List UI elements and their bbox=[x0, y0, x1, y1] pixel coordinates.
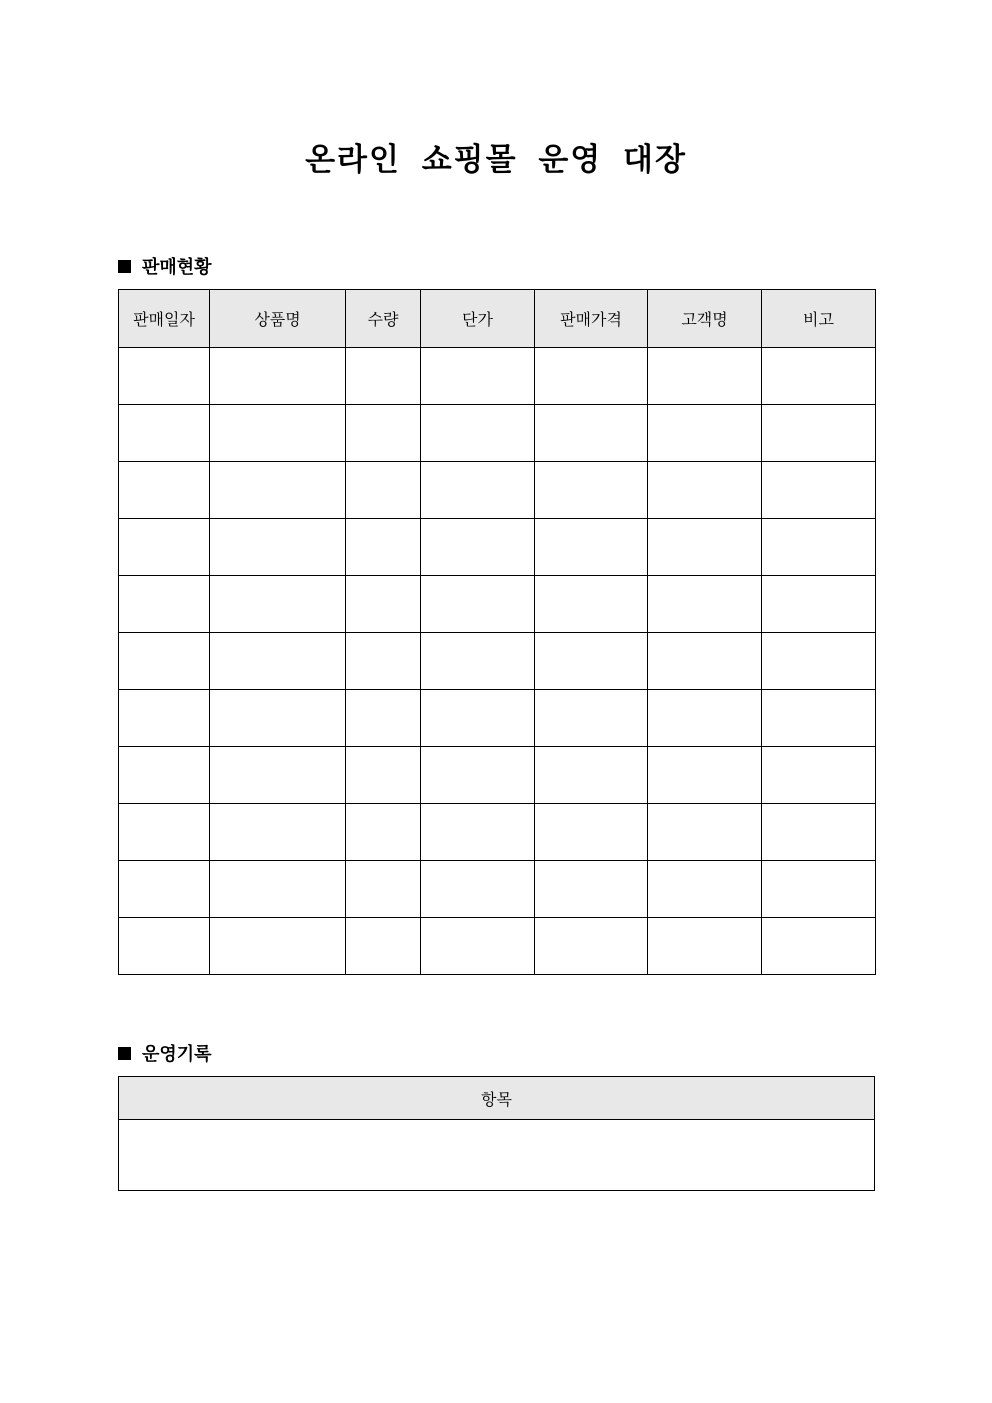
table-cell[interactable] bbox=[210, 918, 346, 975]
column-header-product-name: 상품명 bbox=[210, 290, 346, 348]
sales-table bbox=[118, 289, 876, 975]
table-cell[interactable] bbox=[762, 405, 876, 462]
table-cell[interactable] bbox=[119, 633, 210, 690]
table-cell[interactable] bbox=[535, 804, 648, 861]
table-cell[interactable] bbox=[210, 633, 346, 690]
table-cell[interactable] bbox=[210, 405, 346, 462]
operations-header-row bbox=[119, 1077, 875, 1120]
table-cell[interactable] bbox=[648, 861, 762, 918]
column-header-quantity: 수량 bbox=[346, 290, 421, 348]
table-cell[interactable] bbox=[119, 861, 210, 918]
table-cell[interactable] bbox=[648, 519, 762, 576]
table-cell[interactable] bbox=[648, 690, 762, 747]
table-cell[interactable] bbox=[210, 462, 346, 519]
table-cell[interactable] bbox=[762, 690, 876, 747]
table-cell[interactable] bbox=[535, 633, 648, 690]
table-row bbox=[119, 804, 876, 861]
table-cell[interactable] bbox=[210, 804, 346, 861]
table-cell[interactable] bbox=[346, 633, 421, 690]
table-cell[interactable] bbox=[648, 747, 762, 804]
operations-section-label: 운영기록 bbox=[142, 1044, 212, 1065]
table-cell[interactable] bbox=[421, 918, 535, 975]
table-cell[interactable] bbox=[421, 690, 535, 747]
table-cell[interactable] bbox=[421, 861, 535, 918]
table-cell[interactable] bbox=[421, 804, 535, 861]
table-cell[interactable] bbox=[421, 405, 535, 462]
table-row bbox=[119, 690, 876, 747]
table-cell[interactable] bbox=[421, 519, 535, 576]
page-title: 온라인 쇼핑몰 운영 대장 bbox=[305, 142, 687, 178]
table-cell[interactable] bbox=[762, 918, 876, 975]
table-row bbox=[119, 348, 876, 405]
table-cell[interactable] bbox=[762, 861, 876, 918]
table-cell[interactable] bbox=[535, 348, 648, 405]
table-cell[interactable] bbox=[762, 348, 876, 405]
table-cell[interactable] bbox=[119, 576, 210, 633]
table-cell[interactable] bbox=[346, 576, 421, 633]
table-cell[interactable] bbox=[119, 405, 210, 462]
column-header-customer-name: 고객명 bbox=[648, 290, 762, 348]
table-cell[interactable] bbox=[119, 348, 210, 405]
table-row bbox=[119, 405, 876, 462]
table-cell[interactable] bbox=[535, 405, 648, 462]
table-row bbox=[119, 576, 876, 633]
sales-section-heading bbox=[118, 253, 212, 279]
table-cell[interactable] bbox=[535, 519, 648, 576]
sales-section-label: 판매현황 bbox=[142, 257, 212, 278]
table-cell[interactable] bbox=[346, 690, 421, 747]
table-row bbox=[119, 918, 876, 975]
table-row bbox=[119, 462, 876, 519]
table-row bbox=[119, 861, 876, 918]
column-header-unit-price: 단가 bbox=[421, 290, 535, 348]
table-cell[interactable] bbox=[648, 804, 762, 861]
table-cell[interactable] bbox=[421, 633, 535, 690]
table-cell[interactable] bbox=[535, 576, 648, 633]
table-cell[interactable] bbox=[210, 519, 346, 576]
table-cell[interactable] bbox=[535, 918, 648, 975]
column-header-sale-date: 판매일자 bbox=[119, 290, 210, 348]
table-cell[interactable] bbox=[762, 519, 876, 576]
table-row bbox=[119, 519, 876, 576]
table-cell[interactable] bbox=[762, 462, 876, 519]
table-cell[interactable] bbox=[535, 462, 648, 519]
operations-table bbox=[118, 1076, 875, 1191]
table-cell[interactable] bbox=[421, 576, 535, 633]
table-cell[interactable] bbox=[648, 918, 762, 975]
table-cell[interactable] bbox=[346, 747, 421, 804]
table-cell[interactable] bbox=[346, 804, 421, 861]
table-cell[interactable] bbox=[535, 747, 648, 804]
column-header-item: 항목 bbox=[119, 1077, 875, 1120]
table-cell[interactable] bbox=[421, 348, 535, 405]
sales-header-row bbox=[119, 290, 876, 348]
table-cell[interactable] bbox=[119, 519, 210, 576]
table-cell[interactable] bbox=[119, 918, 210, 975]
table-cell[interactable] bbox=[119, 747, 210, 804]
table-cell[interactable] bbox=[210, 747, 346, 804]
table-cell[interactable] bbox=[210, 861, 346, 918]
table-cell[interactable] bbox=[119, 462, 210, 519]
table-cell[interactable] bbox=[346, 462, 421, 519]
table-cell[interactable] bbox=[346, 348, 421, 405]
table-cell[interactable] bbox=[648, 405, 762, 462]
table-cell[interactable] bbox=[648, 576, 762, 633]
table-row bbox=[119, 1120, 875, 1191]
table-cell[interactable] bbox=[648, 462, 762, 519]
table-cell[interactable] bbox=[762, 576, 876, 633]
table-cell[interactable] bbox=[762, 633, 876, 690]
column-header-remarks: 비고 bbox=[762, 290, 876, 348]
table-cell[interactable] bbox=[210, 576, 346, 633]
operations-item-cell[interactable] bbox=[119, 1120, 875, 1191]
table-cell[interactable] bbox=[346, 519, 421, 576]
table-cell[interactable] bbox=[648, 633, 762, 690]
table-cell[interactable] bbox=[119, 804, 210, 861]
table-cell[interactable] bbox=[210, 690, 346, 747]
table-cell[interactable] bbox=[421, 462, 535, 519]
table-row bbox=[119, 747, 876, 804]
table-cell[interactable] bbox=[762, 804, 876, 861]
table-cell[interactable] bbox=[346, 405, 421, 462]
table-cell[interactable] bbox=[119, 690, 210, 747]
table-row bbox=[119, 633, 876, 690]
table-cell[interactable] bbox=[210, 348, 346, 405]
table-cell[interactable] bbox=[762, 747, 876, 804]
table-cell[interactable] bbox=[421, 747, 535, 804]
table-cell[interactable] bbox=[346, 918, 421, 975]
square-bullet-icon bbox=[118, 260, 131, 273]
table-cell[interactable] bbox=[648, 348, 762, 405]
table-cell[interactable] bbox=[535, 861, 648, 918]
operations-section-heading bbox=[118, 1040, 212, 1066]
table-cell[interactable] bbox=[346, 861, 421, 918]
table-cell[interactable] bbox=[535, 690, 648, 747]
square-bullet-icon bbox=[118, 1047, 131, 1060]
column-header-sale-price: 판매가격 bbox=[535, 290, 648, 348]
